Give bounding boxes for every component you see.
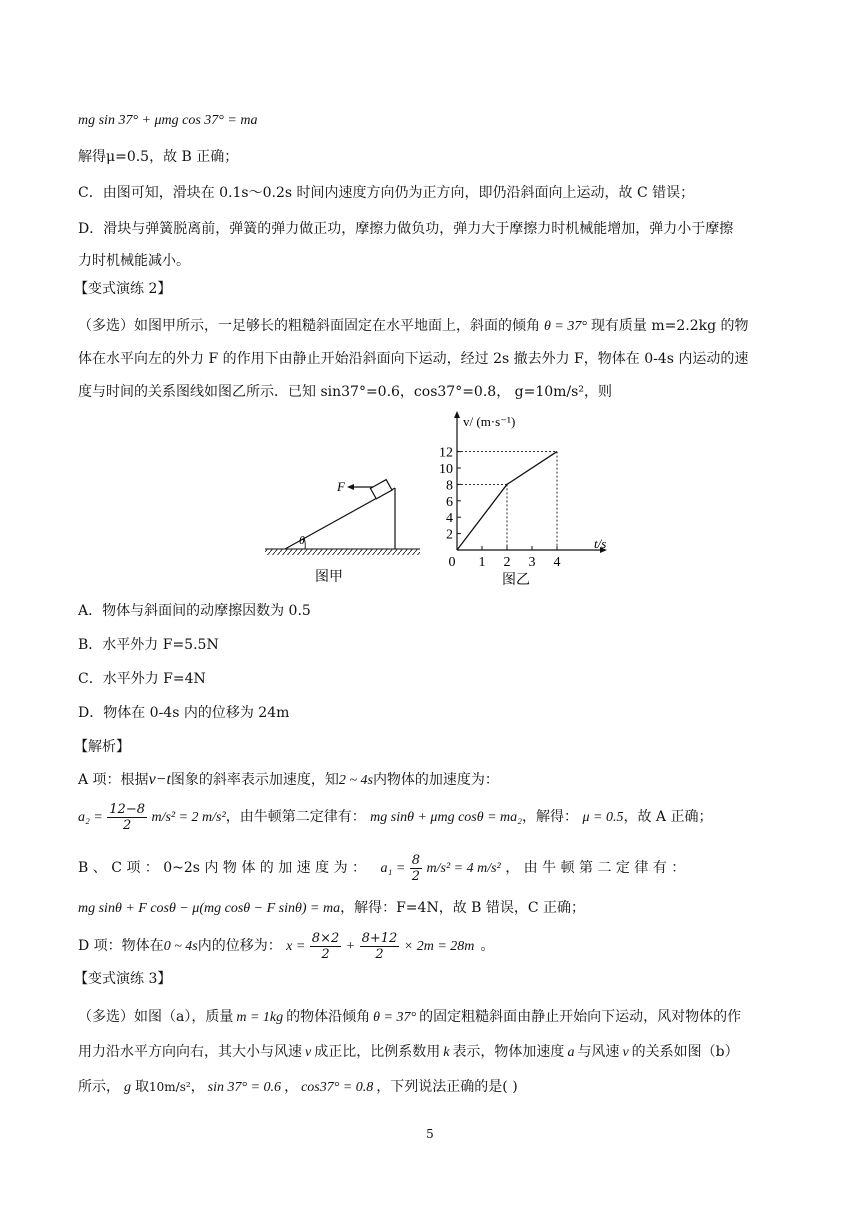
text-line: 解得μ=0.5，故 B 正确； — [78, 149, 239, 165]
text-part: 的物体沿倾角 — [286, 1009, 371, 1025]
text-part: ，故 A 正确； — [623, 809, 713, 825]
force-arrowhead — [347, 484, 354, 490]
equation-line: mg sin 37° + μmg cos 37° = ma — [78, 113, 258, 128]
x-tick-label: 4 — [553, 555, 561, 570]
analysis-a-equation — [78, 801, 712, 834]
math-var: g — [124, 1080, 131, 1095]
text-part: 内物体的加速度为： — [372, 772, 499, 788]
math-unit: 10m/s² — [149, 1080, 191, 1094]
text-part: B 、 C 项 ： 0~2s 内 物 体 的 加 速 度 为 ： — [78, 860, 367, 876]
y-axis-arrow — [454, 411, 460, 418]
text-part: 表示，物体加速度 — [452, 1044, 565, 1060]
text-line: 力时机械能减小。 — [78, 253, 190, 269]
text-part: ，解得：F=4N，故 B 错误，C 正确； — [340, 900, 586, 916]
option-b: B．水平外力 F=5.5N — [78, 637, 219, 653]
text-part: ，解得： — [522, 809, 579, 825]
y-tick-label: 4 — [446, 511, 453, 527]
math-angle: θ = 37° — [373, 1010, 417, 1025]
math-result: × 2m = 28m — [403, 939, 475, 954]
option-a: A．物体与斜面间的动摩擦因数为 0.5 — [78, 603, 311, 619]
x-tick-label: 2 — [503, 555, 511, 570]
angle-label: θ — [299, 533, 305, 547]
text-part: 内的位移为： — [197, 938, 282, 954]
math-var: k — [443, 1045, 450, 1060]
problem3-text — [78, 1007, 741, 1028]
math-mu: μ = 0.5 — [582, 810, 624, 825]
text-part: ， 由 牛 顿 第 二 定 律 有 ： — [505, 860, 686, 876]
numerator: 12−8 — [109, 801, 145, 817]
math-equation: mg sinθ + F cosθ − μ(mg cosθ − F sinθ) = ma — [78, 901, 341, 916]
text-part: 取 — [135, 1079, 149, 1095]
text-part: 用力沿水平方向向右，其大小与风速 — [78, 1044, 302, 1060]
incline-figure — [255, 468, 425, 588]
numerator: 8 — [411, 852, 421, 868]
fraction — [410, 853, 422, 884]
analysis-heading: 【解析】 — [74, 739, 130, 755]
section-heading: 【变式演练 3】 — [74, 971, 172, 987]
analysis-bc-line — [78, 852, 685, 885]
text-line: C．由图可知，滑块在 0.1s～0.2s 时间内速度方向仍为正方向，即仍沿斜面向上运动，故 C 错误； — [78, 185, 695, 201]
text-part: 所示， — [78, 1079, 120, 1095]
vt-math: v−t — [148, 771, 171, 788]
figure-caption-yi: 图乙 — [502, 572, 530, 588]
math-sin: sin 37° = 0.6 — [207, 1080, 282, 1095]
text-part: ，由牛顿第二定律有： — [225, 809, 366, 825]
analysis-a-intro — [78, 770, 499, 791]
math-x: x = — [286, 939, 306, 954]
numerator: 8×2 — [311, 930, 340, 946]
x-axis-label: t/s — [594, 536, 607, 551]
problem3-text — [78, 1042, 739, 1063]
text-part: 图象的斜率表示加速度，知 — [170, 772, 339, 788]
fraction — [107, 802, 147, 833]
y-axis-label: v/ (m·s⁻¹) — [463, 414, 516, 429]
math-a2: a₂ = — [78, 810, 103, 825]
math-var: v — [622, 1045, 629, 1060]
x-tick-label: 3 — [528, 555, 536, 570]
math-plus: + — [345, 939, 356, 954]
denominator: 2 — [321, 946, 330, 962]
math-unit: m/s² = 4 m/s² — [426, 861, 501, 876]
block — [370, 480, 392, 499]
denominator: 2 — [375, 946, 384, 962]
text-part: 。 — [480, 938, 495, 954]
problem-text: 体在水平向左的外力 F 的作用下由静止开始沿斜面向下运动，经过 2s 撤去外力 F，物体在 0-4s 内运动的速 — [78, 351, 749, 367]
ground-hatch — [265, 549, 420, 555]
page-number: 5 — [426, 1127, 434, 1141]
problem3-text — [78, 1077, 518, 1098]
text-line: D．滑块与弹簧脱离前，弹簧的弹力做正功，摩擦力做负功，弹力大于摩擦力时机械能增加，弹力小于摩擦 — [78, 221, 734, 237]
text-part: ， — [284, 1079, 299, 1095]
problem-text — [78, 316, 749, 337]
fraction — [360, 931, 400, 962]
text-part: 的关系如图（b） — [631, 1044, 739, 1060]
math-cos: cos37° = 0.8 — [301, 1080, 374, 1095]
option-c: C．水平外力 F=4N — [78, 671, 206, 687]
angle-math: θ = 37° — [544, 319, 587, 334]
math-a1: a₁ = — [380, 861, 406, 876]
math-mass: m = 1kg — [236, 1010, 284, 1025]
y-tick-label: 6 — [446, 494, 453, 510]
problem-text: 度与时间的关系图线如图乙所示．已知 sin37°=0.6，cos37°=0.8， g=10m/s²，则 — [78, 384, 612, 400]
x-tick-label: 1 — [478, 555, 486, 570]
force-label: F — [337, 479, 345, 494]
math-unit: m/s² = 2 m/s² — [151, 810, 226, 825]
analysis-d-line — [78, 930, 494, 963]
option-d: D．物体在 0-4s 内的位移为 24m — [78, 705, 290, 721]
math-var: v — [305, 1045, 312, 1060]
y-tick-label: 12 — [439, 445, 453, 461]
range-math: 2 ~ 4s — [338, 773, 373, 788]
text-part: 的固定粗糙斜面由静止开始向下运动，风对物体的作 — [419, 1009, 742, 1025]
text-part: D 项：物体在 — [78, 938, 164, 954]
text-part: 与风速 — [577, 1044, 620, 1060]
range-math: 0 ~ 4s — [163, 939, 198, 954]
fraction — [310, 931, 341, 962]
text-part: A 项：根据 — [78, 772, 149, 788]
text-part: ， — [190, 1079, 205, 1095]
velocity-time-chart — [430, 408, 620, 588]
analysis-bc-equation — [78, 898, 585, 919]
y-tick-label: 10 — [439, 462, 453, 477]
y-tick-label: 8 — [446, 478, 453, 494]
math-var: a — [567, 1045, 575, 1060]
denominator: 2 — [411, 868, 421, 884]
numerator: 8+12 — [361, 930, 398, 946]
y-tick-label: 2 — [446, 527, 453, 543]
figure-caption-jia: 图甲 — [315, 569, 343, 585]
text-part: ，下列说法正确的是( ) — [376, 1079, 518, 1095]
x-tick-label: 0 — [448, 555, 456, 570]
text-part: 成正比，比例系数用 — [314, 1044, 441, 1060]
math-law: mg sinθ + μmg cosθ = ma₂ — [370, 810, 523, 825]
denominator: 2 — [123, 817, 132, 833]
problem-text-part: （多选）如图甲所示，一足够长的粗糙斜面固定在水平地面上，斜面的倾角 — [78, 318, 540, 334]
section-heading: 【变式演练 2】 — [74, 281, 172, 297]
text-part: （多选）如图（a），质量 — [78, 1009, 234, 1025]
problem-text-part: 现有质量 m=2.2kg 的物 — [590, 318, 749, 334]
